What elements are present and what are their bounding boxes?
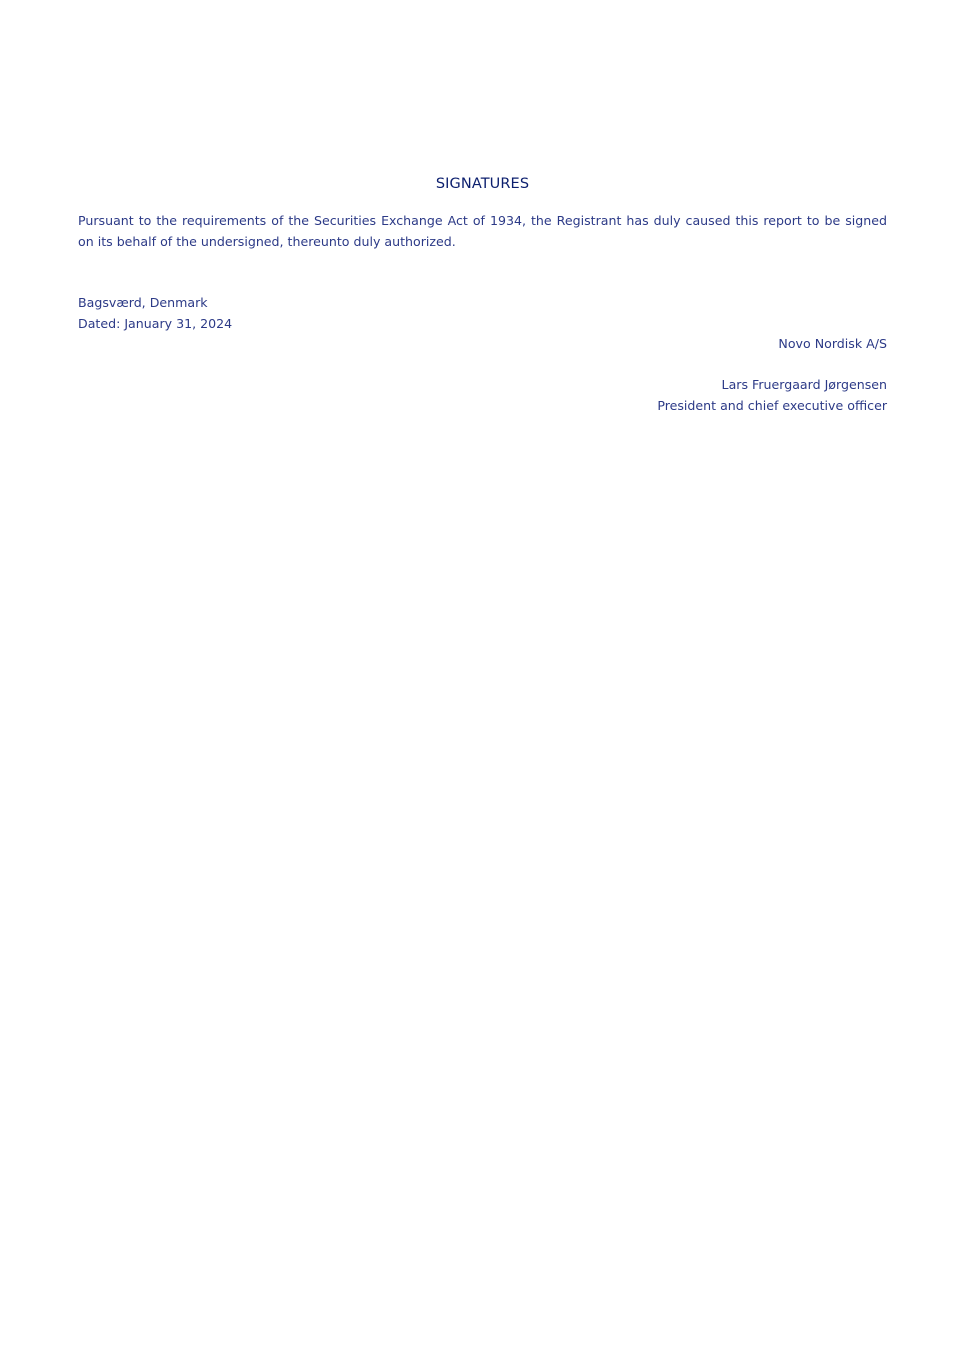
signer-name: Lars Fruergaard Jørgensen bbox=[721, 377, 887, 392]
location-line: Bagsværd, Denmark bbox=[78, 295, 208, 310]
place-date-block bbox=[78, 292, 232, 334]
date-line: Dated: January 31, 2024 bbox=[78, 316, 233, 331]
authorization-paragraph: Pursuant to the requirements of the Securities Exchange Act of 1934, the Registrant has duly caused this report to be signed on its behalf of the undersigned, thereunto duly authorized. bbox=[78, 213, 887, 249]
company-name: Novo Nordisk A/S bbox=[778, 336, 887, 351]
signer-title: President and chief executive officer bbox=[657, 398, 887, 413]
page-title: SIGNATURES bbox=[435, 176, 530, 192]
